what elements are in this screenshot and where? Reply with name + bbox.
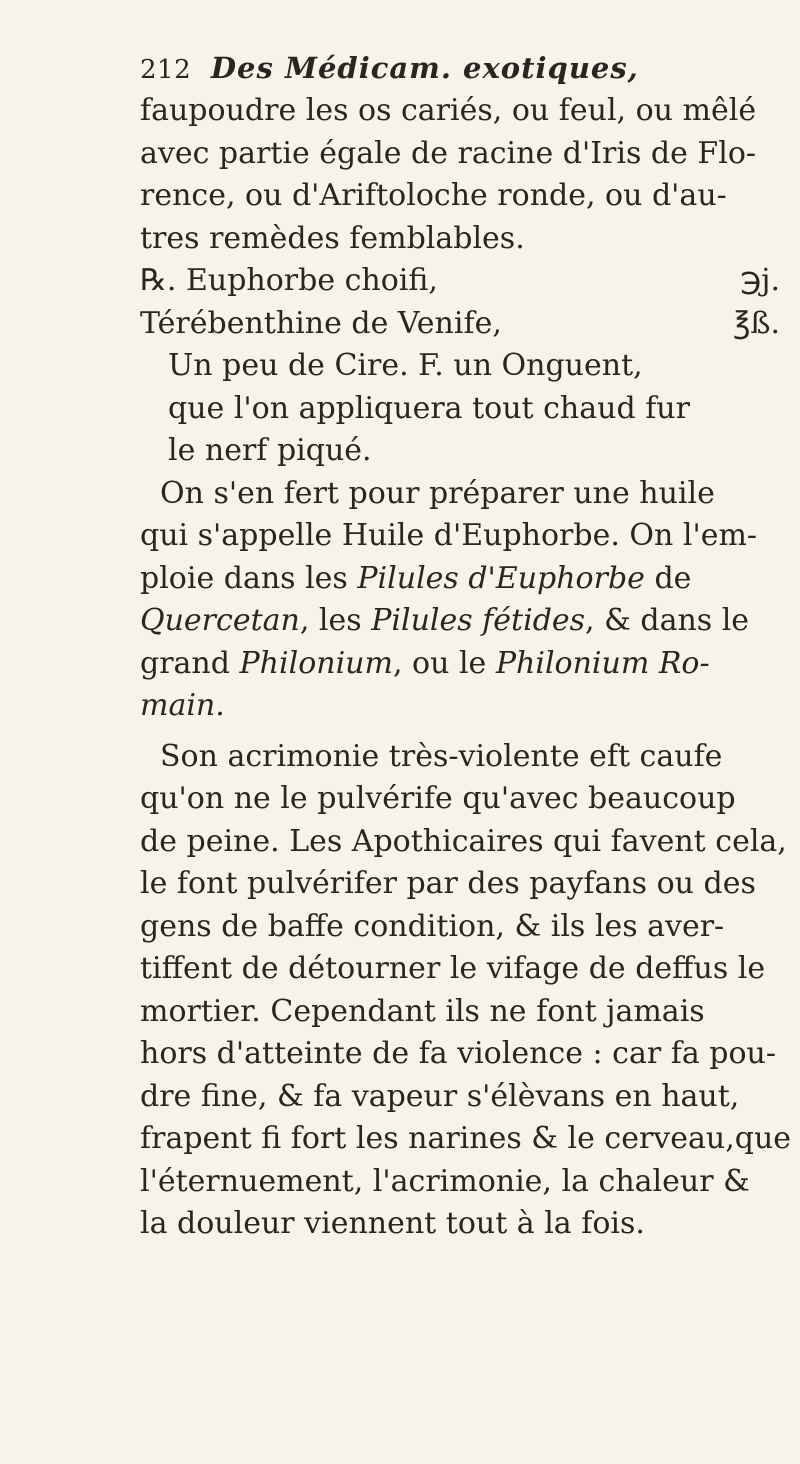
italic-title: Pilules d'Euphorbe	[357, 560, 645, 596]
italic-title: Philonium Ro-	[495, 645, 710, 681]
text-run: , les	[299, 603, 372, 638]
text-run: grand	[140, 645, 240, 681]
recipe	[140, 260, 780, 473]
text-line: tres remèdes femblables.	[140, 220, 525, 256]
italic-title: Pilules fétides	[371, 603, 586, 638]
text-line: le nerf piqué.	[168, 433, 372, 468]
text-line: Son acrimonie très-violente eft caufe	[160, 738, 723, 774]
page-text	[140, 48, 792, 1246]
text-line: frapent fi fort les narines & le cerveau,que	[140, 1121, 792, 1156]
recipe-item	[140, 303, 780, 346]
italic-title: main.	[140, 688, 225, 723]
page-number: 212	[140, 55, 192, 85]
text-line: gens de baffe condition, & ils les aver-	[140, 908, 725, 944]
recipe-quantity: ℥ß.	[733, 305, 780, 341]
text-run: ploie dans les	[140, 560, 358, 596]
recipe-ingredient: ℞. Euphorbe choifi,	[140, 263, 438, 298]
text-line: On s'en fert pour préparer une huile	[160, 475, 715, 511]
text-line: la douleur viennent tout à la fois.	[140, 1206, 645, 1241]
text-run: de	[644, 560, 692, 596]
paragraph-1	[140, 90, 780, 260]
text-line: qui s'appelle Huile d'Euphorbe. On l'em-	[140, 518, 758, 553]
italic-title: Philonium	[239, 645, 393, 681]
recipe-ingredient: Térébenthine de Venife,	[140, 305, 502, 341]
paragraph-2	[140, 473, 780, 728]
text-line: qu'on ne le pulvérife qu'avec beaucoup	[140, 781, 736, 816]
text-line: tiffent de détourner le vifage de deffus le	[140, 951, 766, 986]
text-line	[140, 600, 780, 643]
text-line	[140, 558, 780, 601]
text-line: rence, ou d'Ariftoloche ronde, ou d'au-	[140, 178, 727, 213]
text-run: , & dans le	[585, 603, 750, 638]
text-line: hors d'atteinte de fa violence : car fa pou-	[140, 1036, 776, 1071]
text-line	[140, 685, 780, 728]
text-line: de peine. Les Apothicaires qui favent cela,	[140, 823, 787, 859]
text-line	[140, 643, 780, 686]
recipe-item	[140, 260, 780, 303]
text-line: l'éternuement, l'acrimonie, la chaleur &	[140, 1163, 750, 1199]
text-line: le font pulvérifer par des payfans ou des	[140, 866, 756, 901]
text-line: faupoudre les os cariés, ou feul, ou mêlé	[140, 93, 757, 128]
paragraph-gap	[140, 728, 780, 736]
text-line: avec partie égale de racine d'Iris de Flo-	[140, 135, 757, 171]
text-run: , ou le	[392, 645, 496, 681]
text-line: Un peu de Cire. F. un Onguent,	[168, 348, 643, 383]
text-line: mortier. Cependant ils ne font jamais	[140, 993, 705, 1029]
paragraph-3	[140, 736, 792, 1246]
running-header	[140, 48, 780, 90]
text-line: que l'on appliquera tout chaud fur	[168, 390, 690, 426]
text-line: dre fine, & fa vapeur s'élèvans en haut,	[140, 1078, 740, 1114]
recipe-quantity: ℈j.	[740, 263, 780, 298]
italic-title: Quercetan	[140, 603, 300, 638]
running-title: Des Médicam. exotiques,	[210, 51, 639, 85]
